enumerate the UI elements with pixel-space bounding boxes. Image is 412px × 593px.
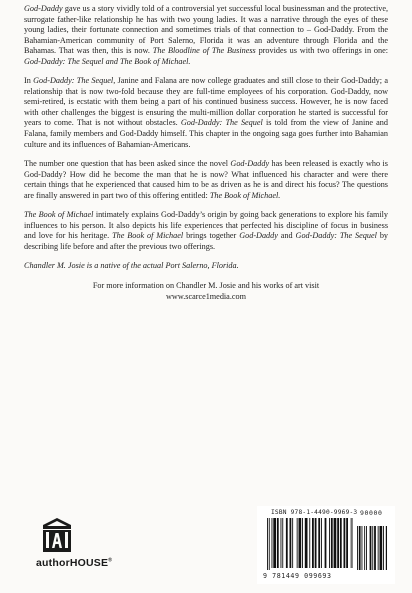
publisher-logo [36,518,136,582]
ean-barcode-bars [267,518,353,570]
authorhouse-logo-icon [43,518,71,552]
website-link: www.scarce1media.com [166,291,246,301]
author-bio: Chandler M. Josie is a native of the actual Port Salerno, Florida. [24,261,239,271]
paragraph-sequel: In God-Daddy: The Sequel, Janine and Falana are now college graduates and still close to their God-Daddy; a relationship that is now two-fold because they are full-time employees of his corporation. God-Daddy, now semi-retired, is ecstatic with them being a part of his continued business success. However, he is now faced with other challenges the biggest is ensuring the multi-million dollar corporation he started is successful for years to come. That is not without obstacles. God-Daddy: The Sequel is told from the view of Janine and Falana, family members and God-Daddy himself. This chapter in the ongoing saga goes further into Bahamian culture and its influences of Bahamian-Americans. [24,76,388,149]
paragraph-question: The number one question that has been asked since the novel God-Daddy has been released is exactly who is God-Daddy? How did he become the man that he is now? What influenced his character and were there certain things that he experienced that caused him to be as driven as he is and direct his focus? The questions are finally answered in part two of this offering entitled: The Book of Michael. [24,159,388,200]
more-info: For more information on Chandler M. Josie and his works of art visit www.scarce1media.com [92,281,320,301]
publisher-name: authorHOUSE® [36,557,113,569]
addon-barcode-bars [357,526,387,570]
blurb-text [24,4,388,302]
ean-digits: 9 781449 099693 [263,572,332,580]
barcode [257,506,395,584]
paragraph-book-of-michael: The Book of Michael intimately explains God-Daddy’s origin by going back generations to explore his family influences to his person. It also depicts his life experiences that perfected his discipline of focus in business and love for his heritage. The Book of Michael brings together God-Daddy and God-Daddy: The Sequel by describing life before and after the previous two offerings. [24,210,389,251]
paragraph-intro: God-Daddy gave us a story vividly told of a controversial yet successful local businessman and the protective, surrogate father-like relationship he has with two young ladies. It was a narrative through the eyes of these young ladies, their fortunate connection and sometimes trials of that connection to – God-Daddy. From the Bahamian-American community of Port Salerno, Florida it was an adventure through Florida and the Bahamas. That was then, this is now. The Bloodline of The Business provides us with two offerings in one: God-Daddy: The Sequel and The Book of Michael. [24,4,389,66]
isbn-label: ISBN 978-1-4490-9969-3 [271,509,358,516]
barcode-addon-digits: 90000 [360,509,383,517]
